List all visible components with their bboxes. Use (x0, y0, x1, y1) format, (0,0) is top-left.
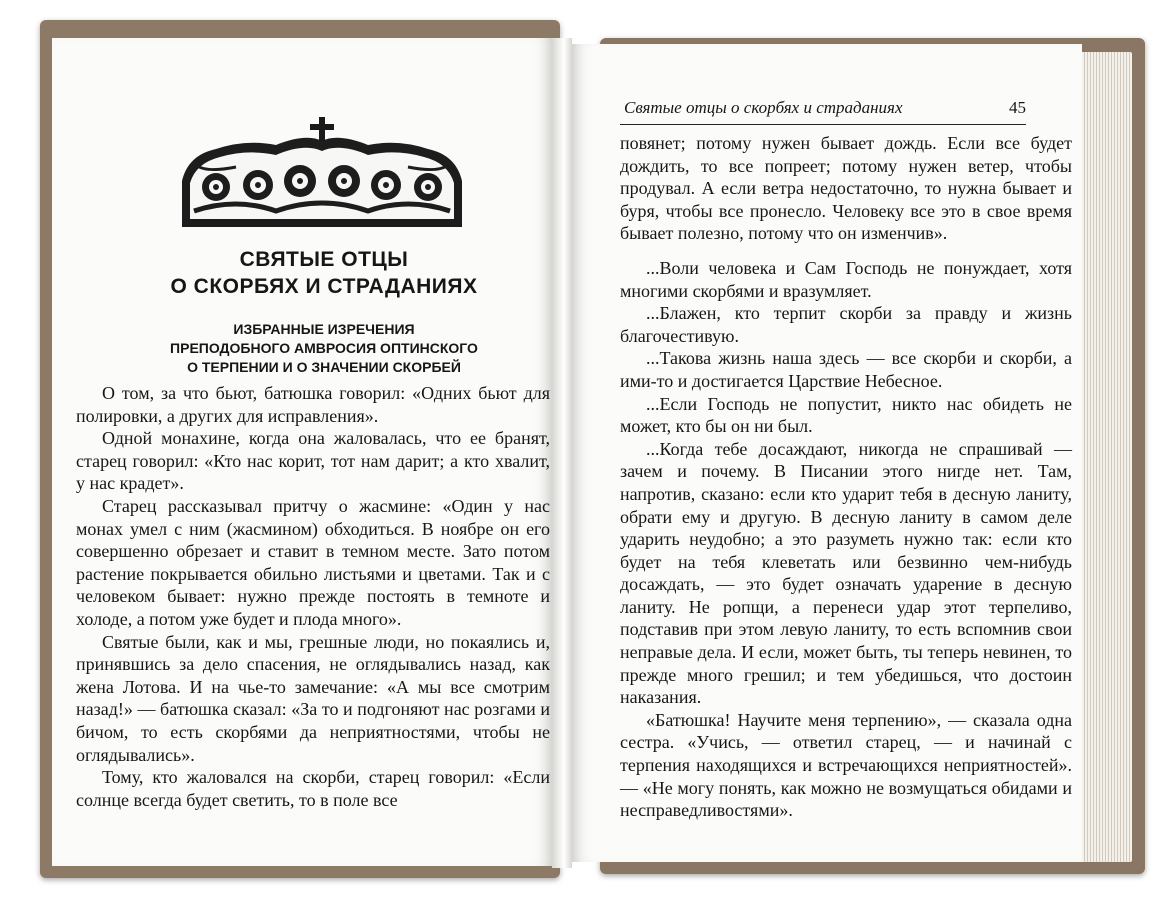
ornamental-headpiece (176, 115, 468, 235)
header-rule (620, 124, 1026, 125)
chapter-subtitle (124, 320, 524, 377)
paragraph: ...Блажен, кто терпит скорби за правду и жизнь благочестивую. (620, 303, 1072, 346)
paragraph: Старец рассказывал притчу о жасмине: «Один у нас монах умел с ним (жасмином) обходиться. В ноябре он его совершенно обрезает и ставит в темном месте. Зато потом растение покрывается обильно листьями и цветами. Так и с человеком бывает: нужно прежде постоять в темноте и холоде, а потом уже будет и плода много». (76, 495, 550, 629)
paragraph: О том, за что бьют, батюшка говорил: «Одних бьют для полировки, а других для исправления». (76, 383, 550, 426)
paragraph: ...Такова жизнь наша здесь — все скорби и скорби, а ими-то и достигается Царствие Небесное. (620, 348, 1072, 391)
paragraph: ...Если Господь не попустит, никто нас обидеть не может, кто бы он ни был. (620, 393, 1072, 437)
left-body-text (76, 382, 550, 811)
left-page (52, 38, 552, 866)
book-gutter (552, 38, 572, 868)
page-edges (1076, 52, 1132, 862)
chapter-title (124, 246, 524, 300)
right-page (572, 44, 1082, 862)
subtitle-line-3: О ТЕРПЕНИИ И О ЗНАЧЕНИИ СКОРБЕЙ (187, 359, 461, 375)
subtitle-line-1: ИЗБРАННЫЕ ИЗРЕЧЕНИЯ (233, 321, 415, 337)
running-head: Святые отцы о скорбях и страданиях (624, 98, 903, 117)
continued-paragraph: повянет; потому нужен бывает дождь. Если все будет дождить, то все попреет; потому нужен ветер, чтобы продувал. А если ветра недостаточно, то нужна бывает и буря, чтобы все пронесло. Человеку все это в свое время бывает полезно, потому что он изменчив». (620, 133, 1072, 244)
paragraph: ...Воли человека и Сам Господь не понуждает, хотя многими скорбями и вразумляет. (620, 257, 1072, 301)
title-line-2: О СКОРБЯХ И СТРАДАНИЯХ (170, 275, 478, 298)
paragraph: «Батюшка! Научите меня терпению», — сказала одна сестра. «Учись, — ответил старец, — и начинай с терпения находящихся и встречающихся неприятностей». — «Не могу понять, как можно не возмущаться обидами и несправедливостями». (620, 709, 1072, 821)
paragraph: Тому, кто жаловался на скорби, старец говорил: «Если солнце всегда будет светить, то в поле все (76, 767, 550, 810)
paragraph: Святые были, как и мы, грешные люди, но покаялись и, принявшись за дело спасения, не оглядывались назад, как жена Лотова. И на чье-то замечание: «А мы все смотрим назад!» — батюшка сказал: «За то и подгоняют нас розгами и бичом, то есть скорбями да неприятностями, чтобы не оглядывались». (76, 631, 550, 765)
right-body-text (620, 132, 1072, 822)
paragraph: ...Когда тебе досаждают, никогда не спрашивай — зачем и почему. В Писании этого нигде нет. Там, напротив, сказано: если кто ударит тебя в десную ланиту, обрати ему и другую. В десную ланиту в самом деле ударить неудобно; а это разуметь нужно так: если кто будет на тебя клеветать или безвинно чем-нибудь досаждать, — это будет означать ударение в десную ланиту. Не ропщи, а перенеси удар этот терпеливо, подставив при этом левую ланиту, то есть вспомнив свои неправые дела. И если, может быть, ты теперь невинен, то прежде много грешил; и тем убедишься, что достоин наказания. (620, 438, 1072, 708)
page-number: 45 (1009, 98, 1026, 117)
subtitle-line-2: ПРЕПОДОБНОГО АМВРОСИЯ ОПТИНСКОГО (170, 340, 478, 356)
title-line-1: СВЯТЫЕ ОТЦЫ (239, 248, 409, 271)
paragraph: Одной монахине, когда она жаловалась, что ее бранят, старец говорил: «Кто нас корит, тот нам дарит; а кто хвалит, у нас крадет». (76, 428, 550, 494)
